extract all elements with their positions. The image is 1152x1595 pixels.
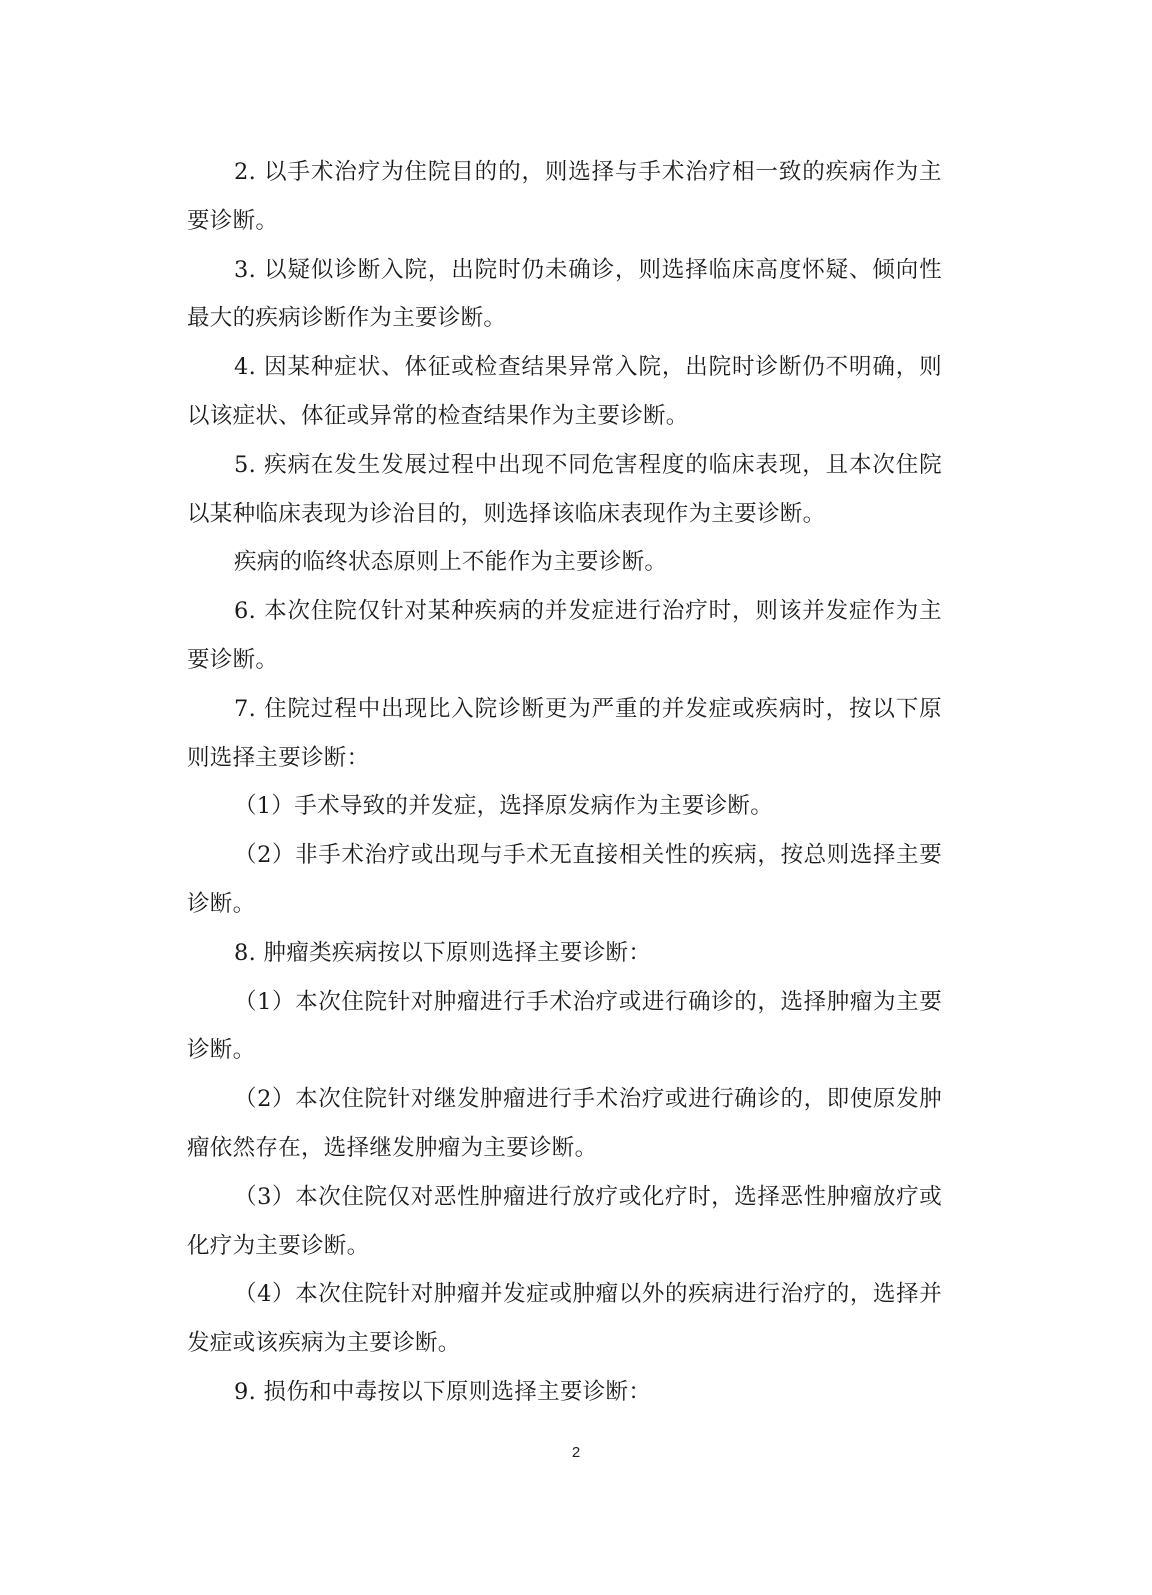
paragraph-rule-8-item-2: （2）本次住院针对继发肿瘤进行手术治疗或进行确诊的，即使原发肿瘤依然存在，选择继发肿瘤为主要诊断。 xyxy=(187,1086,942,1161)
paragraph-rule-3: 3. 以疑似诊断入院，出院时仍未确诊，则选择临床高度怀疑、倾向性最大的疾病诊断作为主要诊断。 xyxy=(187,256,942,332)
paragraph-rule-7-item-2: （2）非手术治疗或出现与手术无直接相关性的疾病，按总则选择主要诊断。 xyxy=(187,842,942,917)
page-number: 2 xyxy=(571,1444,581,1461)
paragraph-rule-5-note: 疾病的临终状态原则上不能作为主要诊断。 xyxy=(234,549,668,576)
paragraph-rule-8-item-4: （4）本次住院针对肿瘤并发症或肿瘤以外的疾病进行治疗的，选择并发症或该疾病为主要诊断。 xyxy=(187,1281,942,1357)
paragraph-rule-5: 5. 疾病在发生发展过程中出现不同危害程度的临床表现，且本次住院以某种临床表现为诊治目的，则选择该临床表现作为主要诊断。 xyxy=(187,451,942,527)
paragraph-rule-8-item-1: （1）本次住院针对肿瘤进行手术治疗或进行确诊的，选择肿瘤为主要诊断。 xyxy=(187,988,942,1064)
paragraph-rule-7-item-1: （1）手术导致的并发症，选择原发病作为主要诊断。 xyxy=(234,793,774,820)
paragraph-rule-7: 7. 住院过程中出现比入院诊断更为严重的并发症或疾病时，按以下原则选择主要诊断： xyxy=(187,695,942,771)
paragraph-rule-8: 8. 肿瘤类疾病按以下原则选择主要诊断： xyxy=(234,939,652,966)
paragraph-rule-4: 4. 因某种症状、体征或检查结果异常入院，出院时诊断仍不明确，则以该症状、体征或异常的检查结果作为主要诊断。 xyxy=(187,354,942,429)
document-body xyxy=(187,148,942,1417)
paragraph-rule-6: 6. 本次住院仅针对某种疾病的并发症进行治疗时，则该并发症作为主要诊断。 xyxy=(187,598,942,673)
paragraph-rule-2: 2. 以手术治疗为住院目的的，则选择与手术治疗相一致的疾病作为主要诊断。 xyxy=(187,159,942,234)
paragraph-rule-8-item-3: （3）本次住院仅对恶性肿瘤进行放疗或化疗时，选择恶性肿瘤放疗或化疗为主要诊断。 xyxy=(187,1183,942,1259)
paragraph-rule-9: 9. 损伤和中毒按以下原则选择主要诊断： xyxy=(234,1378,652,1405)
